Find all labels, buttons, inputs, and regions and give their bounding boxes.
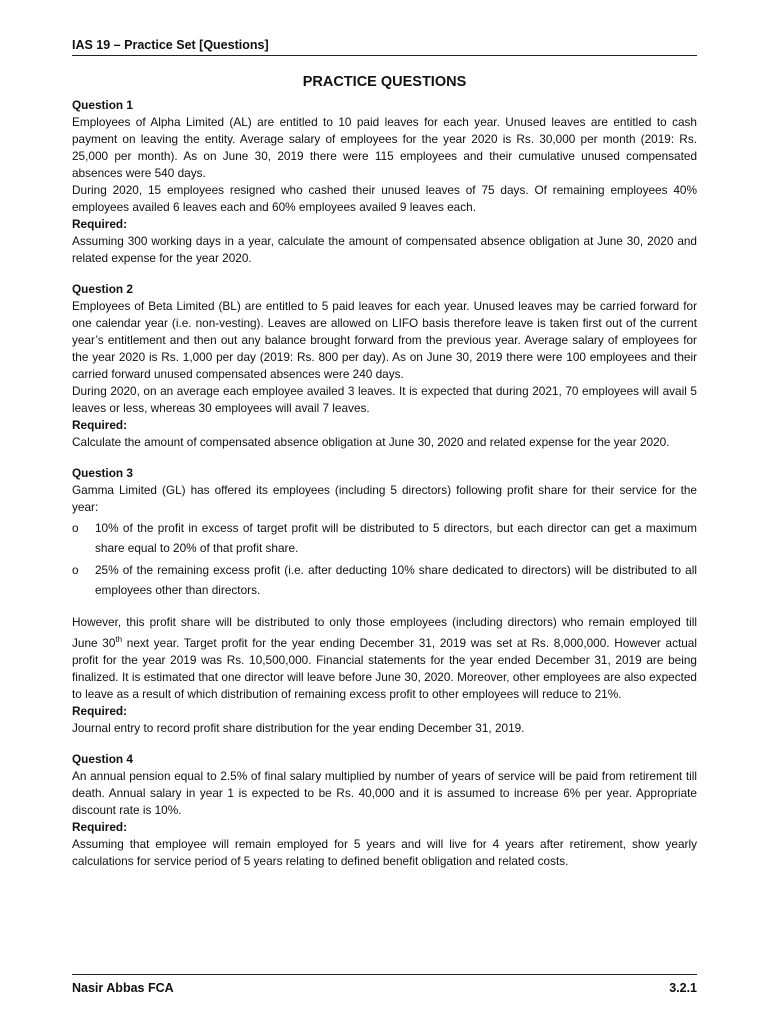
ordinal-suffix: th: [115, 635, 123, 644]
paragraph-text: next year. Target profit for the year ending December 31, 2019 was set at Rs. 8,000,000. However actual profit for the year 2019 was Rs. 10,500,000. Financial statements for the year ended December 31, 2019 are being finalized. It is estimated that one director will leave before June 30, 2020. Moreover, other employees are also expected to leave as a result of which distribution of remaining excess profit to other employees will reduce to 21%.: [72, 635, 697, 701]
question-2: [72, 281, 697, 451]
question-heading: Question 1: [72, 98, 133, 112]
list-item: [72, 560, 697, 600]
bullet-marker: o: [72, 563, 79, 577]
question-paragraph: Employees of Alpha Limited (AL) are entitled to 10 paid leaves for each year. Unused leaves are entitled to cash payment on leaving the entity. Average salary of employees for the year 2020 is Rs. 30,000 per month (2019: Rs. 25,000 per month). As on June 30, 2019 there were 115 employees and their cumulative unused compensated absences were 540 days.: [72, 115, 697, 180]
required-text: Assuming that employee will remain employed for 5 years and will live for 4 years after retirement, show yearly calculations for service period of 5 years relating to defined benefit obligation and related costs.: [72, 836, 697, 868]
required-label: Required:: [72, 819, 128, 834]
question-paragraph: Employees of Beta Limited (BL) are entitled to 5 paid leaves for each year. Unused leaves may be carried forward for one calendar year (i.e. non-vesting). Leaves are allowed on LIFO basis therefore leave is taken first out of the current year’s entitlement and then out any balance brought forward from the previous year. Average salary of employees for the year 2020 is Rs. 1,000 per day (2019: Rs. 800 per day). As on June 30, 2019 there were 100 employees and their carried forward unused compensated absences were 240 days.: [72, 299, 697, 381]
question-heading: Question 2: [72, 282, 133, 296]
required-text: Assuming 300 working days in a year, calculate the amount of compensated absence obligation at June 30, 2020 and related expense for the year 2020.: [72, 234, 697, 265]
question-4: [72, 751, 697, 870]
question-paragraph: [72, 614, 697, 703]
required-label: Required:: [72, 217, 128, 231]
question-paragraph: During 2020, on an average each employee availed 3 leaves. It is expected that during 2021, 70 employees will avail 5 leaves or less, whereas 30 employees will avail 7 leaves.: [72, 384, 697, 415]
bullet-text: 25% of the remaining excess profit (i.e. after deducting 10% share dedicated to directors) will be distributed to all employees other than directors.: [95, 563, 697, 597]
paragraph-text: However, this profit share will be distributed to only those employees (including directors) who remain employed till June 30: [72, 615, 697, 650]
page-title: PRACTICE QUESTIONS: [302, 74, 467, 90]
bullet-list: [72, 518, 697, 600]
question-paragraph: An annual pension equal to 2.5% of final salary multiplied by number of years of service will be paid from retirement till death. Annual salary in year 1 is expected to be Rs. 40,000 and it is assumed to increase 6% per year. Appropriate discount rate is 10%.: [72, 768, 697, 817]
list-item: [72, 518, 697, 558]
question-3: [72, 465, 697, 737]
question-heading: Question 3: [72, 466, 133, 480]
bullet-text: 10% of the profit in excess of target profit will be distributed to 5 directors, but each director can get a maximum share equal to 20% of that profit share.: [95, 521, 697, 555]
required-label: Required:: [72, 418, 128, 432]
document-page: [72, 0, 697, 1024]
running-header: IAS 19 – Practice Set [Questions]: [72, 38, 697, 56]
page-footer: [72, 974, 697, 995]
footer-author: Nasir Abbas FCA: [72, 981, 174, 995]
bullet-marker: o: [72, 521, 79, 535]
required-label: Required:: [72, 703, 128, 718]
required-text: Journal entry to record profit share distribution for the year ending December 31, 2019.: [72, 720, 525, 735]
question-heading: Question 4: [72, 751, 133, 766]
question-1: [72, 97, 697, 267]
question-paragraph: During 2020, 15 employees resigned who cashed their unused leaves of 75 days. Of remaining employees 40% employees availed 6 leaves each and 60% employees availed 9 leaves each.: [72, 183, 697, 214]
required-text: Calculate the amount of compensated absence obligation at June 30, 2020 and related expense for the year 2020.: [72, 435, 670, 449]
question-intro: Gamma Limited (GL) has offered its employees (including 5 directors) following profit share for their service for the year:: [72, 483, 697, 514]
page-number: 3.2.1: [669, 981, 697, 995]
page-content: [72, 74, 697, 884]
